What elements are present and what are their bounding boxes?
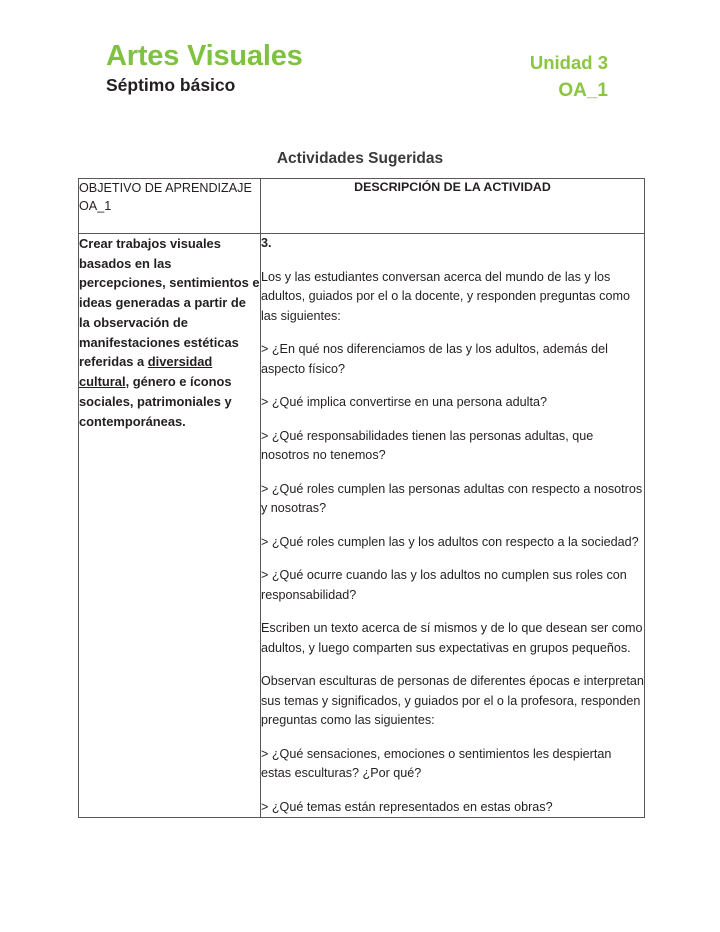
table-body [79, 234, 645, 818]
activity-question: > ¿Qué roles cumplen las y los adultos con respecto a la sociedad? [261, 534, 639, 549]
activity-question: > ¿Qué implica convertirse en una persona adulta? [261, 395, 547, 410]
activity-question: > ¿En qué nos diferenciamos de las y los adultos, además del aspecto físico? [261, 342, 608, 376]
learning-objective-code: OA_1 [558, 80, 608, 102]
header-right-block [530, 52, 608, 102]
table-header-row [79, 179, 645, 234]
column-header-description: DESCRIPCIÓN DE LA ACTIVIDAD [261, 179, 645, 234]
activity-paragraph: Escriben un texto acerca de sí mismos y de lo que desean ser como adultos, y luego comparten sus expectativas en grupos pequeños. [261, 621, 643, 655]
objective-cell [79, 234, 261, 818]
activity-question: > ¿Qué temas están representados en estas obras? [261, 799, 553, 814]
header-left-block [106, 41, 303, 95]
activity-question: > ¿Qué roles cumplen las personas adultas con respecto a nosotros y nosotras? [261, 481, 643, 516]
activity-question: > ¿Qué sensaciones, emociones o sentimientos les despiertan estas esculturas? ¿Por qué? [261, 746, 612, 781]
activity-number: 3. [261, 236, 272, 250]
objective-text-underlined: diversidad cultural [79, 354, 213, 390]
column-header-objective: OBJETIVO DE APRENDIZAJE OA_1 [79, 179, 261, 234]
activity-question: > ¿Qué responsabilidades tienen las personas adultas, que nosotros no tenemos? [261, 428, 594, 463]
unit-label: Unidad 3 [529, 52, 608, 73]
activities-table [78, 178, 645, 818]
activity-paragraph: Observan esculturas de personas de diferentes épocas e interpretan sus temas y significados, y guiados por el o la profesora, responden preguntas como las siguientes: [261, 674, 644, 728]
grade-level-title: Séptimo básico [106, 75, 236, 96]
objective-text-before: Crear trabajos visuales basados en las percepciones, sentimientos e ideas generadas a partir de la observación de manifestaciones estéticas referidas a [79, 236, 260, 370]
document-header [0, 0, 720, 130]
table-row [79, 234, 645, 818]
subject-title: Artes Visuales [106, 40, 303, 72]
objective-text-after: , género e íconos sociales, patrimoniales y contemporáneas. [79, 374, 232, 429]
section-title: Actividades Sugeridas [276, 150, 444, 167]
activity-paragraph: Los y las estudiantes conversan acerca del mundo de las y los adultos, guiados por el o la docente, y responden preguntas como las siguientes: [261, 269, 630, 323]
description-cell [261, 234, 645, 818]
activity-blocks [261, 268, 644, 818]
activity-question: > ¿Qué ocurre cuando las y los adultos no cumplen sus roles con responsabilidad? [261, 568, 627, 602]
table-header [79, 179, 645, 234]
